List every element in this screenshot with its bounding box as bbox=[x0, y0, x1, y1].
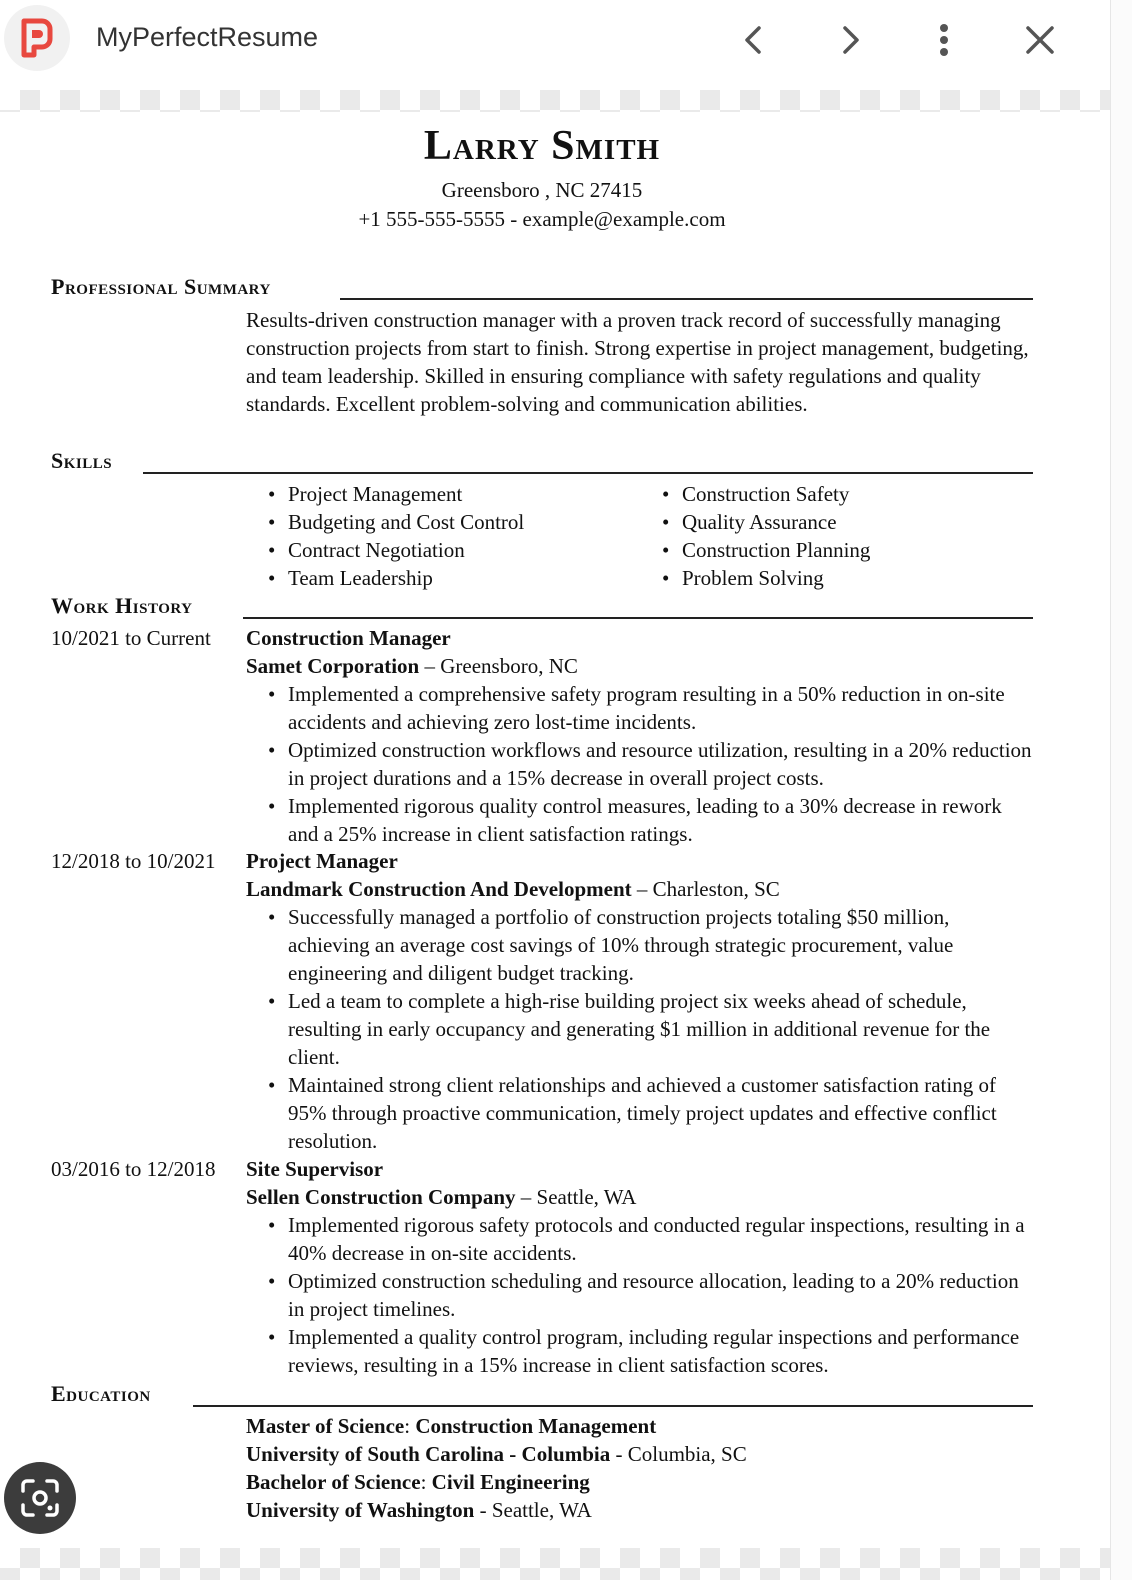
job-bullet: • Led a team to complete a high-rise building project six weeks ahead of schedule, resulting in early occupancy and generating $1 million in additional revenue for the client. bbox=[288, 987, 1036, 1071]
job-dates: 03/2016 to 12/2018 bbox=[51, 1157, 216, 1181]
section-divider bbox=[340, 298, 1033, 300]
degree-field: Civil Engineering bbox=[431, 1470, 590, 1494]
education-school bbox=[246, 1496, 747, 1524]
job-bullet: • Maintained strong client relationships and achieved a customer satisfaction rating of 95% through proactive communication, timely project updates and effective conflict resolution. bbox=[288, 1071, 1036, 1155]
section-divider bbox=[243, 617, 1033, 619]
education-degree bbox=[246, 1468, 747, 1496]
job-employer bbox=[246, 875, 1036, 903]
skill-item: • Budgeting and Cost Control bbox=[266, 508, 524, 536]
education-school bbox=[246, 1440, 747, 1468]
degree-separator: : bbox=[420, 1470, 432, 1494]
job-dates: 10/2021 to Current bbox=[51, 626, 211, 650]
job-bullets bbox=[246, 680, 1036, 848]
job-location: – Greensboro, NC bbox=[419, 654, 578, 678]
job-company: Sellen Construction Company bbox=[246, 1185, 516, 1209]
myperfectresume-logo-icon[interactable] bbox=[4, 5, 70, 71]
skill-item: • Problem Solving bbox=[660, 564, 870, 592]
skill-item: • Team Leadership bbox=[266, 564, 524, 592]
resume-contact-line: +1 555-555-5555 - example@example.com bbox=[358, 207, 726, 231]
job-bullets bbox=[246, 1211, 1036, 1379]
education-list bbox=[246, 1412, 747, 1524]
job-bullet: • Optimized construction scheduling and resource allocation, leading to a 20% reduction in project timelines. bbox=[288, 1267, 1036, 1323]
job-dates: 12/2018 to 10/2021 bbox=[51, 849, 216, 873]
app-title: MyPerfectResume bbox=[96, 22, 319, 52]
job-company: Landmark Construction And Development bbox=[246, 877, 632, 901]
job-title: Construction Manager bbox=[246, 626, 451, 650]
section-title-summary: Professional Summary bbox=[51, 274, 271, 299]
school-name: University of Washington bbox=[246, 1498, 475, 1522]
skill-item: • Construction Planning bbox=[660, 536, 870, 564]
job-bullet: • Successfully managed a portfolio of construction projects totaling $50 million, achieving an average cost savings of 10% through strategic procurement, value engineering and diligent budget tracking. bbox=[288, 903, 1036, 987]
school-location: - Columbia, SC bbox=[610, 1442, 747, 1466]
chevron-right-icon[interactable] bbox=[828, 18, 872, 62]
skill-item: • Contract Negotiation bbox=[266, 536, 524, 564]
skills-list-left bbox=[266, 480, 524, 592]
close-icon[interactable] bbox=[1018, 18, 1062, 62]
job-location: – Seattle, WA bbox=[515, 1185, 637, 1209]
summary-text: Results-driven construction manager with a proven track record of successfully managing construction projects from start to finish. Strong expertise in project management, budgeting, and team leadership. Skilled in ensuring compliance with safety regulations and quality standards. Excellent problem-solving and communication abilities. bbox=[246, 308, 1029, 416]
job-employer bbox=[246, 1183, 1036, 1211]
school-location: - Seattle, WA bbox=[474, 1498, 592, 1522]
job-title: Site Supervisor bbox=[246, 1157, 384, 1181]
section-title-education: Education bbox=[51, 1381, 151, 1406]
job-bullet: • Implemented a quality control program, including regular inspections and performance reviews, resulting in a 15% increase in client satisfaction scores. bbox=[288, 1323, 1036, 1379]
school-name: University of South Carolina - Columbia bbox=[246, 1442, 611, 1466]
skill-item: • Construction Safety bbox=[660, 480, 870, 508]
viewer-scroll-edge bbox=[1110, 0, 1132, 1580]
job-bullets bbox=[246, 903, 1036, 1155]
transparency-pattern-bottom bbox=[0, 1548, 1112, 1580]
skills-list-right bbox=[660, 480, 870, 592]
job-bullet: • Implemented a comprehensive safety program resulting in a 50% reduction in on-site accidents and achieving zero lost-time incidents. bbox=[288, 680, 1036, 736]
job-details bbox=[246, 624, 1036, 848]
job-details bbox=[246, 847, 1036, 1155]
resume-location: Greensboro , NC 27415 bbox=[441, 178, 643, 202]
job-title: Project Manager bbox=[246, 849, 398, 873]
degree-name: Master of Science bbox=[246, 1414, 405, 1438]
more-vertical-icon[interactable] bbox=[922, 18, 966, 62]
degree-field: Construction Management bbox=[415, 1414, 657, 1438]
section-title-work-history: Work History bbox=[51, 593, 193, 618]
chevron-left-icon[interactable] bbox=[732, 18, 776, 62]
viewer-toolbar bbox=[0, 0, 1112, 90]
job-company: Samet Corporation bbox=[246, 654, 420, 678]
skill-item: • Project Management bbox=[266, 480, 524, 508]
section-divider bbox=[143, 472, 1033, 474]
section-title-skills: Skills bbox=[51, 448, 113, 473]
visual-search-icon[interactable] bbox=[4, 1462, 76, 1534]
skill-item: • Quality Assurance bbox=[660, 508, 870, 536]
resume-name: Larry Smith bbox=[423, 123, 661, 169]
job-bullet: • Optimized construction workflows and resource utilization, resulting in a 20% reduction in project durations and a 15% decrease in overall project costs. bbox=[288, 736, 1036, 792]
job-location: – Charleston, SC bbox=[631, 877, 780, 901]
job-employer bbox=[246, 652, 1036, 680]
degree-separator: : bbox=[404, 1414, 416, 1438]
degree-name: Bachelor of Science bbox=[246, 1470, 421, 1494]
job-details bbox=[246, 1155, 1036, 1379]
job-bullet: • Implemented rigorous safety protocols and conducted regular inspections, resulting in a 40% decrease in on-site accidents. bbox=[288, 1211, 1036, 1267]
education-degree bbox=[246, 1412, 747, 1440]
section-divider bbox=[193, 1405, 1033, 1407]
transparency-pattern-top bbox=[0, 90, 1112, 112]
job-bullet: • Implemented rigorous quality control measures, leading to a 30% decrease in rework and a 25% increase in client satisfaction ratings. bbox=[288, 792, 1036, 848]
